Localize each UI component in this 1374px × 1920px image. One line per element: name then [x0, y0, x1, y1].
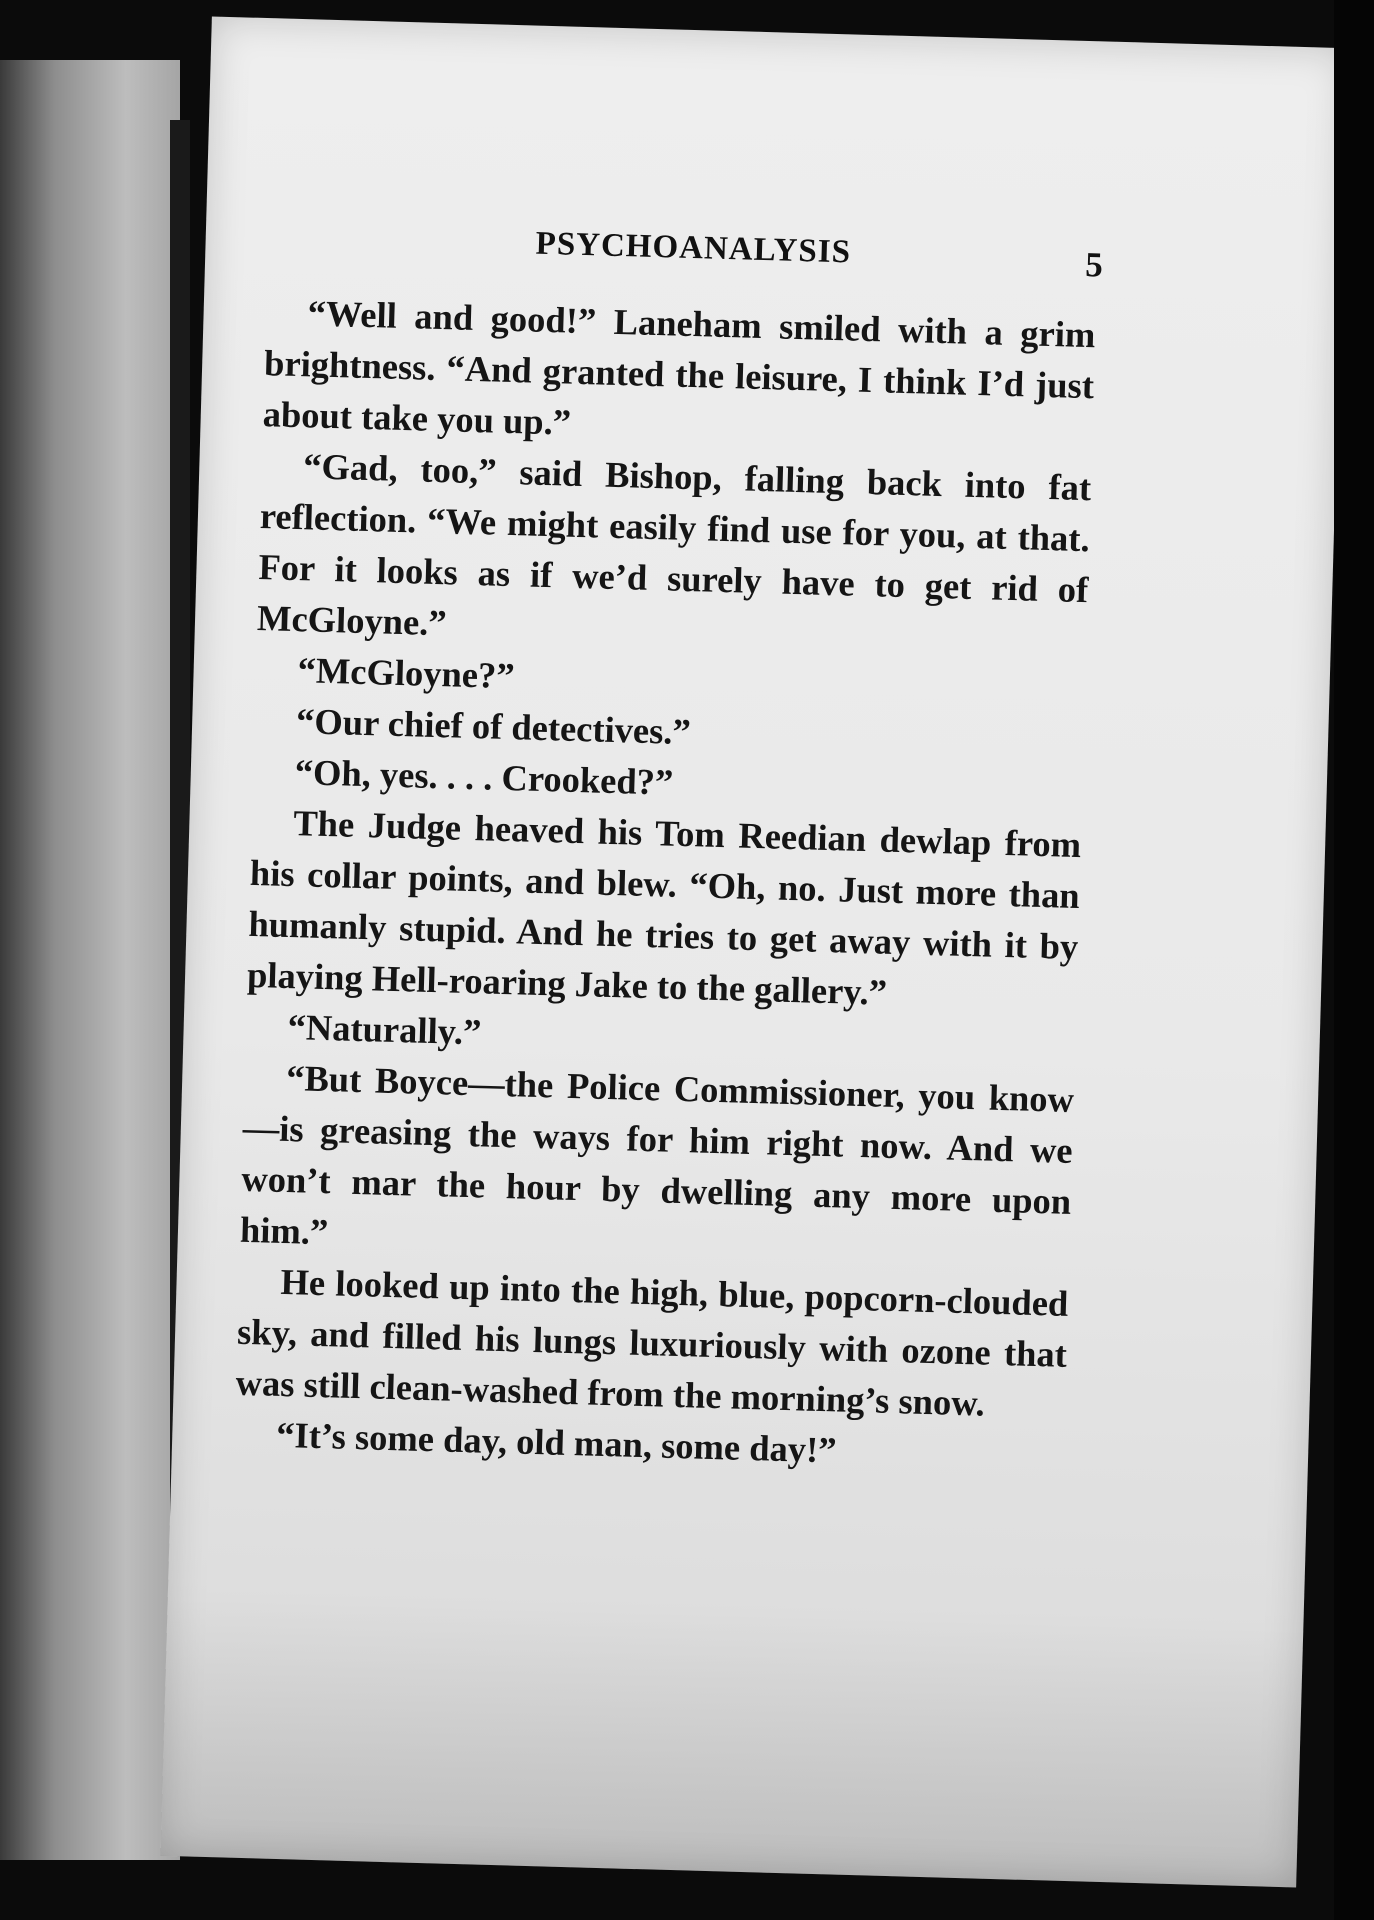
paragraph: “Gad, too,” said Bishop, falling back into fat reflection. “We might easily find use for you, at that. For it looks as if we’d surely have to get rid of McGloyne.” — [256, 445, 1092, 644]
paragraph: “Naturally.” — [287, 1006, 482, 1053]
facing-page-edge — [0, 60, 180, 1860]
paragraph: “But Boyce—the Police Commissioner, you know—is greasing the ways for him right now. And we won’t mar the hour by dwelling any more upon him.” — [239, 1056, 1075, 1253]
page-shading — [161, 1596, 1304, 1888]
paragraph: The Judge heaved his Tom Reedian dewlap from his collar points, and blew. “Oh, no. Just more than humanly stupid. And he tries to get away with it by playing Hell-roaring Jake to the gallery.” — [246, 802, 1082, 1013]
paragraph: “Oh, yes. . . . Crooked?” — [294, 751, 674, 803]
page-number: 5 — [1084, 244, 1104, 285]
running-head: PSYCHOANALYSIS — [535, 225, 852, 271]
paragraph: He looked up into the high, blue, popcorn-clouded sky, and filled his lungs luxuriously with ozone that was still clean-washed from the morning’s snow. — [235, 1260, 1069, 1424]
paragraph: “Well and good!” Laneham smiled with a grim brightness. “And granted the leisure, I think I’d just about take you up.” — [262, 292, 1096, 443]
paragraph: “Our chief of detectives.” — [295, 700, 692, 753]
scan-border — [1334, 0, 1374, 1920]
page-body — [234, 286, 1096, 1482]
book-page — [161, 16, 1348, 1887]
paragraph: “McGloyne?” — [297, 649, 516, 697]
paragraph: “It’s some day, old man, some day!” — [275, 1413, 838, 1471]
